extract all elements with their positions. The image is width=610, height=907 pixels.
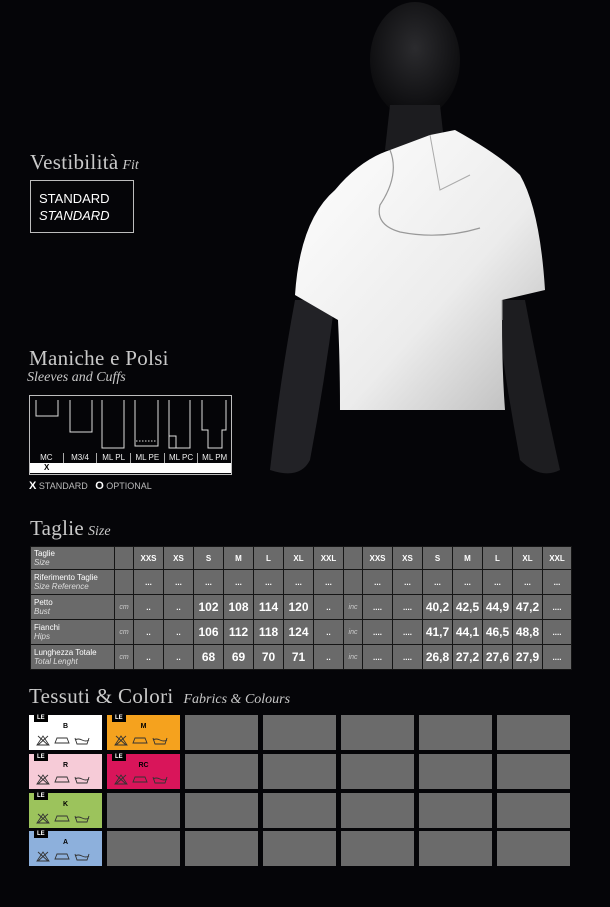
size-value-inc: 48,8 <box>513 620 543 645</box>
sizes-title: Taglie <box>30 516 84 540</box>
row-label-it: Taglie <box>34 549 55 558</box>
unit-cell: inc <box>344 645 363 670</box>
legend-x-label: STANDARD <box>38 481 88 491</box>
size-value-cm: .. <box>314 620 344 645</box>
row-label <box>31 595 115 620</box>
size-value-inc: ... <box>513 570 543 595</box>
size-column-header: XL <box>513 547 543 570</box>
size-table <box>30 546 572 670</box>
fit-title: Vestibilità <box>30 150 119 174</box>
size-value-cm: ... <box>164 570 194 595</box>
size-value-cm: 106 <box>194 620 224 645</box>
size-value-cm: 120 <box>284 595 314 620</box>
size-value-cm: 114 <box>254 595 284 620</box>
care-symbols-icon <box>35 811 95 830</box>
size-column-header: L <box>483 547 513 570</box>
sleeves-title-en: Sleeves and Cuffs <box>27 370 126 385</box>
size-value-inc: .... <box>543 620 572 645</box>
size-column-header: XS <box>393 547 423 570</box>
fabric-slot-empty <box>497 831 570 866</box>
size-value-inc: .... <box>393 595 423 620</box>
size-value-cm: 71 <box>284 645 314 670</box>
size-value-cm: .. <box>134 620 164 645</box>
fabric-slot-empty <box>263 793 336 828</box>
size-row <box>31 595 572 620</box>
fabric-swatch <box>29 793 102 828</box>
fabric-tag: LE <box>34 831 48 838</box>
size-column-header: XXL <box>543 547 572 570</box>
fabric-swatch <box>29 715 102 750</box>
size-value-cm: 108 <box>224 595 254 620</box>
size-value-inc: .... <box>543 595 572 620</box>
unit-cell: cm <box>115 645 134 670</box>
size-value-inc: 44,9 <box>483 595 513 620</box>
sleeve-label-mlpe: ML PE <box>130 453 164 463</box>
fabric-slot-empty <box>107 793 180 828</box>
size-value-inc: 47,2 <box>513 595 543 620</box>
fabric-slot-empty <box>419 715 492 750</box>
sizes-title-en: Size <box>87 524 111 539</box>
size-value-cm: 118 <box>254 620 284 645</box>
size-value-cm: ... <box>224 570 254 595</box>
size-value-cm: 124 <box>284 620 314 645</box>
unit-cell <box>115 547 134 570</box>
fabric-slot-empty <box>107 831 180 866</box>
size-value-inc: ... <box>543 570 572 595</box>
fabric-slot-empty <box>419 754 492 789</box>
size-column-header: M <box>453 547 483 570</box>
fabric-tag: LE <box>112 754 126 761</box>
row-label-it: Petto <box>34 598 53 607</box>
fabric-swatch <box>107 754 180 789</box>
fabric-slot-empty <box>185 715 258 750</box>
fabric-slot-empty <box>341 831 414 866</box>
size-column-header: XS <box>164 547 194 570</box>
fabric-code: M <box>140 723 147 730</box>
legend-o-mark: O <box>95 480 104 492</box>
sleeves-chart <box>29 395 232 475</box>
size-value-cm: 70 <box>254 645 284 670</box>
size-value-cm: .. <box>134 595 164 620</box>
fabric-swatch <box>29 831 102 866</box>
size-value-inc: .... <box>393 645 423 670</box>
legend-x-mark: X <box>29 480 37 492</box>
size-value-cm: ... <box>194 570 224 595</box>
unit-cell: cm <box>115 595 134 620</box>
size-value-inc: .... <box>393 620 423 645</box>
fabric-code: RC <box>138 762 149 769</box>
unit-cell <box>344 547 363 570</box>
row-label-en: Bust <box>34 607 51 616</box>
size-value-inc: 26,8 <box>423 645 453 670</box>
size-row <box>31 570 572 595</box>
fabric-tag: LE <box>34 793 48 800</box>
sleeve-labels <box>30 453 231 463</box>
row-label <box>31 570 115 595</box>
row-label-en: Hips <box>34 632 51 641</box>
fabric-slot-empty <box>263 754 336 789</box>
size-value-cm: 68 <box>194 645 224 670</box>
care-symbols-icon <box>35 772 95 791</box>
unit-cell: inc <box>344 595 363 620</box>
size-value-cm: .. <box>314 595 344 620</box>
size-column-header: XXL <box>314 547 344 570</box>
fabric-slot-empty <box>497 754 570 789</box>
fabric-slot-empty <box>185 831 258 866</box>
size-column-header: S <box>423 547 453 570</box>
size-value-inc: 40,2 <box>423 595 453 620</box>
fabric-slot-empty <box>497 715 570 750</box>
fabric-slot-empty <box>419 793 492 828</box>
sleeve-label-mlpm: ML PM <box>197 453 231 463</box>
fabric-swatch <box>29 754 102 789</box>
care-symbols-icon <box>35 849 95 868</box>
size-value-cm: 112 <box>224 620 254 645</box>
fabric-slot-empty <box>185 793 258 828</box>
size-header-row <box>31 547 572 570</box>
size-value-cm: 102 <box>194 595 224 620</box>
row-label-it: Riferimento Taglie <box>34 573 98 582</box>
size-value-cm: ... <box>284 570 314 595</box>
size-column-header: XXS <box>363 547 393 570</box>
size-value-inc: 46,5 <box>483 620 513 645</box>
fit-heading <box>30 150 139 175</box>
sizes-heading <box>30 516 111 541</box>
row-label <box>31 645 115 670</box>
fabrics-title-en: Fabrics & Colours <box>183 692 291 707</box>
size-value-cm: .. <box>164 645 194 670</box>
size-value-inc: 42,5 <box>453 595 483 620</box>
size-value-inc: ... <box>483 570 513 595</box>
row-label-en: Total Lenght <box>34 657 78 666</box>
size-value-inc: 44,1 <box>453 620 483 645</box>
size-value-cm: ... <box>314 570 344 595</box>
size-column-header: XXS <box>134 547 164 570</box>
size-value-inc: .... <box>363 620 393 645</box>
size-value-cm: .. <box>164 620 194 645</box>
size-row <box>31 645 572 670</box>
sleeves-title: Maniche e Polsi <box>29 346 169 370</box>
unit-cell: inc <box>344 620 363 645</box>
fabric-slot-empty <box>341 754 414 789</box>
fabric-tag: LE <box>34 715 48 722</box>
model-photo <box>240 0 600 520</box>
sleeve-selected-mark: X <box>44 463 50 472</box>
fabric-tag: LE <box>34 754 48 761</box>
unit-cell: cm <box>115 620 134 645</box>
size-value-inc: .... <box>363 645 393 670</box>
size-column-header: XL <box>284 547 314 570</box>
sleeve-label-mlpl: ML PL <box>96 453 130 463</box>
legend-o-label: OPTIONAL <box>106 481 152 491</box>
sleeve-label-mlpc: ML PC <box>164 453 198 463</box>
fabric-slot-empty <box>263 715 336 750</box>
size-value-inc: .... <box>543 645 572 670</box>
care-symbols-icon <box>113 772 173 791</box>
row-label <box>31 547 115 570</box>
fabric-swatch <box>107 715 180 750</box>
size-value-inc: ... <box>453 570 483 595</box>
fabric-code: A <box>62 839 69 846</box>
fabric-slot-empty <box>263 831 336 866</box>
size-value-cm: .. <box>314 645 344 670</box>
sleeve-label-mc: MC <box>40 453 53 462</box>
care-symbols-icon <box>35 733 95 752</box>
sleeve-diagrams <box>30 396 231 453</box>
sleeve-label-m34: M3/4 <box>63 453 97 463</box>
size-value-cm: ... <box>254 570 284 595</box>
fabric-slot-empty <box>185 754 258 789</box>
sleeve-selection-row <box>30 463 231 473</box>
fit-box <box>30 180 134 233</box>
size-value-inc: ... <box>423 570 453 595</box>
fabric-code: B <box>62 723 69 730</box>
row-label-en: Size Reference <box>34 582 89 591</box>
size-value-inc: 27,9 <box>513 645 543 670</box>
size-value-inc: 27,2 <box>453 645 483 670</box>
size-value-inc: ... <box>393 570 423 595</box>
sleeve-legend <box>29 480 152 492</box>
fabric-code: R <box>62 762 69 769</box>
fit-title-en: Fit <box>122 158 139 173</box>
size-value-inc: ... <box>363 570 393 595</box>
row-label-it: Fianchi <box>34 623 60 632</box>
fabric-slot-empty <box>497 793 570 828</box>
row-label-en: Size <box>34 558 50 567</box>
fabrics-title: Tessuti & Colori <box>29 684 174 708</box>
fit-value: STANDARD <box>39 191 110 206</box>
size-column-header: M <box>224 547 254 570</box>
care-symbols-icon <box>113 733 173 752</box>
size-value-cm: .. <box>164 595 194 620</box>
row-label <box>31 620 115 645</box>
unit-cell <box>115 570 134 595</box>
size-value-cm: .. <box>134 645 164 670</box>
fabric-code: K <box>62 801 69 808</box>
size-value-inc: .... <box>363 595 393 620</box>
fit-value-en: STANDARD <box>39 208 110 223</box>
size-row <box>31 620 572 645</box>
row-label-it: Lunghezza Totale <box>34 648 97 657</box>
size-value-inc: 41,7 <box>423 620 453 645</box>
fabric-tag: LE <box>112 715 126 722</box>
size-column-header: S <box>194 547 224 570</box>
unit-cell <box>344 570 363 595</box>
fabric-slot-empty <box>419 831 492 866</box>
size-column-header: L <box>254 547 284 570</box>
fabric-slot-empty <box>341 793 414 828</box>
size-value-cm: ... <box>134 570 164 595</box>
fabric-slot-empty <box>341 715 414 750</box>
size-value-inc: 27,6 <box>483 645 513 670</box>
size-value-cm: 69 <box>224 645 254 670</box>
fabrics-heading <box>29 684 290 709</box>
